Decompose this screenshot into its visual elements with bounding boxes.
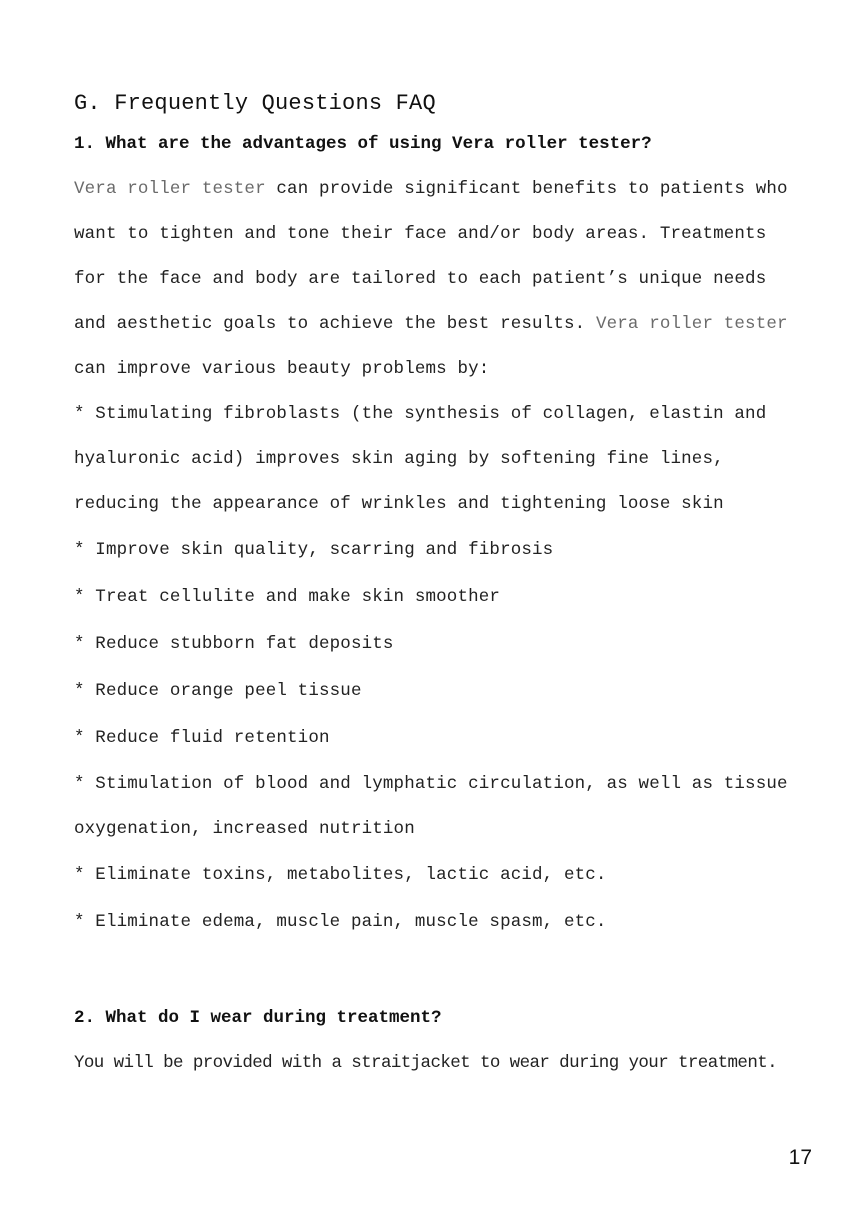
product-name: Vera roller tester <box>74 179 266 199</box>
section-spacer <box>74 946 794 996</box>
list-item: * Stimulation of blood and lymphatic circulation, as well as tissue oxygenation, increased nutrition <box>74 774 788 839</box>
intro-text: can provide significant benefits to patients who want to tighten and tone their face and/or body areas. Treatments for the face and body are tailored to each patient’s unique needs and aesthetic goals to achieve the best results. <box>74 179 788 334</box>
document-page <box>74 86 794 1086</box>
intro-text: can improve various beauty problems by: <box>74 359 490 379</box>
faq-answer-1-intro <box>74 167 794 392</box>
faq-question-2: 2. What do I wear during treatment? <box>74 1008 442 1028</box>
list-item: * Eliminate toxins, metabolites, lactic acid, etc. <box>74 865 607 885</box>
faq-question-1: 1. What are the advantages of using Vera roller tester? <box>74 134 652 154</box>
list-item: * Improve skin quality, scarring and fibrosis <box>74 540 554 560</box>
list-item: * Reduce fluid retention <box>74 728 330 748</box>
faq-answer-2: You will be provided with a straitjacket to wear during your treatment. <box>74 1053 778 1073</box>
list-item: * Stimulating fibroblasts (the synthesis of collagen, elastin and hyaluronic acid) improves skin aging by softening fine lines, reducing the appearance of wrinkles and tightening loose skin <box>74 404 767 514</box>
list-item: * Eliminate edema, muscle pain, muscle spasm, etc. <box>74 912 607 932</box>
list-item: * Treat cellulite and make skin smoother <box>74 587 501 607</box>
page-number: 17 <box>788 1146 812 1169</box>
section-title: G. Frequently Questions FAQ <box>74 91 436 116</box>
list-item: * Reduce stubborn fat deposits <box>74 634 394 654</box>
list-item: * Reduce orange peel tissue <box>74 681 362 701</box>
product-name: Vera roller tester <box>595 314 788 334</box>
benefits-list <box>74 392 794 946</box>
